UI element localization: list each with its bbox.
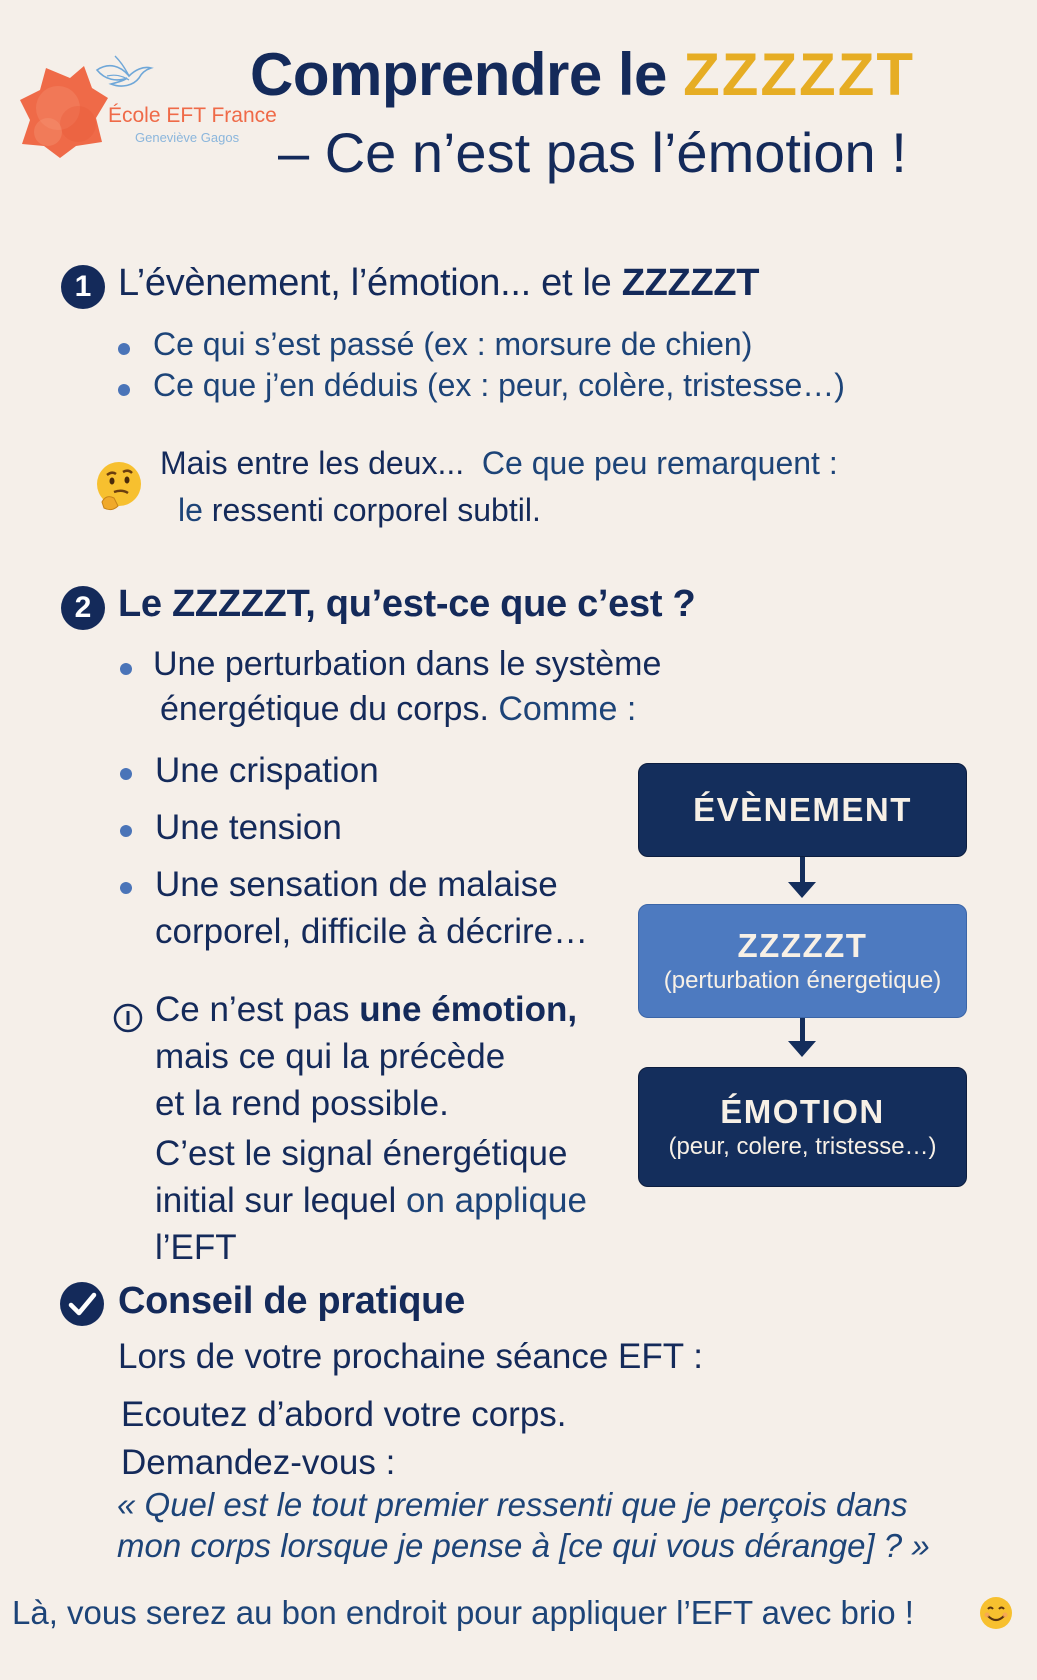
note-line	[155, 1181, 587, 1221]
advice-heading: Conseil de pratique	[118, 1280, 465, 1322]
title-accent: ZZZZZT	[683, 41, 916, 108]
bullet-icon	[120, 768, 132, 780]
section-1-aside-line-2	[178, 492, 541, 529]
flow-arrow-icon	[800, 1018, 805, 1043]
section-2-heading-suffix: , qu’est-ce que c’est ?	[305, 583, 696, 625]
advice-line: Ecoutez d’abord votre corps.	[121, 1395, 567, 1434]
section-1-bullet: Ce qui s’est passé (ex : morsure de chien)	[153, 326, 753, 362]
section-1-heading-text: L’évènement, l’émotion... et le	[118, 262, 622, 304]
note-line: mais ce qui la précède	[155, 1037, 506, 1076]
aside-text: Mais entre les deux...	[160, 445, 465, 481]
aside-highlight: le	[178, 492, 203, 528]
flow-arrow-head-icon	[788, 882, 816, 898]
aside-highlight: Ce que peu remarquent :	[481, 445, 838, 481]
aside-text: ressenti corporel subtil.	[211, 492, 541, 528]
logo-subtitle: Geneviève Gagos	[135, 130, 240, 145]
page-subtitle: – Ce n’est pas l’émotion !	[278, 121, 907, 184]
section-1-bullet: Ce que j’en déduis (ex : peur, colère, tristesse…)	[153, 367, 845, 403]
note-line: l’EFT	[155, 1228, 237, 1267]
logo-dove-icon	[95, 52, 155, 94]
section-1-heading	[118, 262, 759, 305]
bullet-icon	[120, 882, 132, 894]
note-text: Ce n’est pas	[155, 990, 360, 1029]
flow-step-title: ZZZZZT	[737, 927, 868, 964]
flow-arrow-head-icon	[788, 1041, 816, 1057]
flow-step-event	[638, 763, 967, 857]
advice-quote-line: mon corps lorsque je pense à [ce qui vous dérange] ? »	[117, 1527, 930, 1564]
info-circle-icon	[112, 1002, 144, 1034]
note-highlight: on applique	[405, 1181, 587, 1220]
title-prefix: Comprendre le	[250, 41, 684, 108]
note-text: initial sur lequel	[155, 1181, 397, 1220]
example-item: Une crispation	[155, 751, 379, 790]
example-item: Une sensation de malaise	[155, 865, 558, 904]
section-2-heading	[118, 583, 695, 626]
example-item: Une tension	[155, 808, 342, 847]
footer-text: Là, vous serez au bon endroit pour appliquer l’EFT avec brio !	[12, 1594, 914, 1631]
section-1-aside-line-1	[160, 445, 838, 482]
check-circle-icon	[58, 1280, 106, 1328]
flow-arrow-icon	[800, 857, 805, 884]
section-2-intro-line-2	[160, 690, 636, 729]
flow-step-subtitle: (peur, colere, tristesse…)	[668, 1133, 937, 1160]
bullet-icon	[120, 663, 132, 675]
smiling-face-icon	[978, 1595, 1014, 1631]
bullet-icon	[118, 343, 130, 355]
logo-name: École EFT France	[108, 104, 277, 127]
note-line: et la rend possible.	[155, 1084, 449, 1123]
section-2-heading-prefix: Le	[118, 583, 173, 625]
intro-text: énergétique du corps.	[160, 690, 489, 728]
note-line: C’est le signal énergétique	[155, 1134, 568, 1173]
section-1-number-badge: 1	[61, 265, 105, 309]
note-bold: une émotion,	[359, 990, 578, 1029]
footer-message	[12, 1594, 914, 1632]
flow-step-title: ÉMOTION	[720, 1093, 885, 1130]
flow-step-subtitle: (perturbation énergetique)	[663, 967, 942, 994]
bullet-icon	[118, 384, 130, 396]
flow-step-zzzzzt	[638, 904, 967, 1018]
section-2-heading-bold: ZZZZZT	[172, 583, 306, 625]
note-line	[155, 990, 577, 1030]
section-1-heading-bold: ZZZZZT	[621, 262, 760, 304]
section-2-number-badge: 2	[61, 586, 105, 630]
bullet-icon	[120, 825, 132, 837]
thinking-face-icon	[94, 460, 144, 512]
section-2-intro-line-1: Une perturbation dans le système	[153, 645, 662, 683]
flow-step-emotion	[638, 1067, 967, 1187]
intro-highlight: Comme :	[498, 690, 637, 728]
advice-quote-line: « Quel est le tout premier ressenti que je perçois dans	[117, 1486, 908, 1523]
example-item-continued: corporel, difficile à décrire…	[155, 912, 589, 951]
flow-step-title: ÉVÈNEMENT	[693, 791, 912, 828]
advice-line: Demandez-vous :	[121, 1443, 396, 1482]
page-title	[250, 40, 915, 109]
advice-intro: Lors de votre prochaine séance EFT :	[118, 1337, 703, 1376]
